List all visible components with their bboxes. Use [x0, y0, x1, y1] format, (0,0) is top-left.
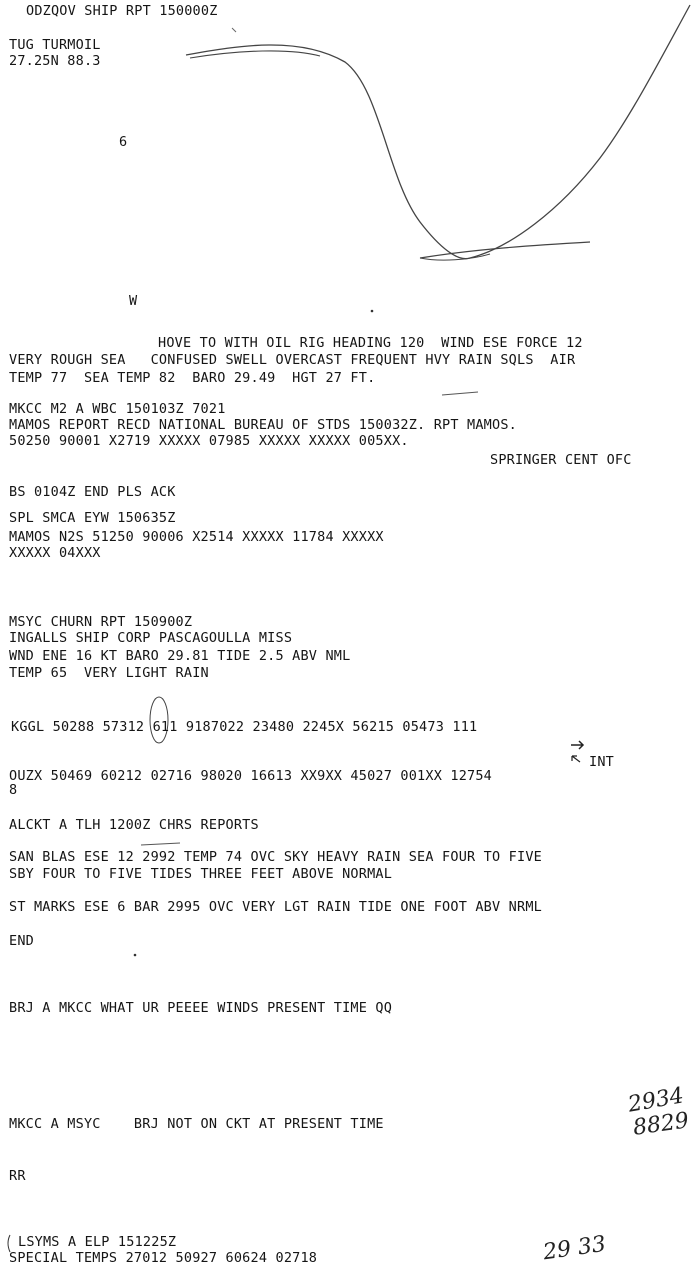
ink-dot-2	[134, 954, 137, 957]
text-line: W	[129, 293, 138, 309]
text-line: BS 0104Z END PLS ACK	[9, 484, 176, 500]
text-line: 50250 90001 X2719 XXXXX 07985 XXXXX XXXXX 005XX.	[9, 433, 409, 449]
text-line: WND ENE 16 KT BARO 29.81 TIDE 2.5 ABV NML	[9, 648, 351, 664]
text-line: LSYMS A ELP 151225Z	[18, 1234, 177, 1250]
text-line: SBY FOUR TO FIVE TIDES THREE FEET ABOVE NORMAL	[9, 866, 393, 882]
text-line: MKCC M2 A WBC 150103Z 7021	[9, 401, 226, 417]
text-line: BRJ A MKCC WHAT UR PEEEE WINDS PRESENT TIME QQ	[9, 1000, 393, 1016]
text-line: SAN BLAS ESE 12 2992 TEMP 74 OVC SKY HEAVY RAIN SEA FOUR TO FIVE	[9, 849, 542, 865]
vessel-position: 27.25N 88.3	[9, 53, 101, 69]
hand-drawn-curve	[186, 5, 690, 259]
header-line: ODZQOV SHIP RPT 150000Z	[26, 3, 218, 19]
overline-mark-2	[141, 843, 180, 845]
text-line: ALCKT A TLH 1200Z CHRS REPORTS	[9, 817, 259, 833]
text-line: 8	[9, 782, 18, 798]
text-line: MKCC A MSYC BRJ NOT ON CKT AT PRESENT TIME	[9, 1116, 384, 1132]
text-line: KGGL 50288 57312 611 9187022 23480 2245X 56215 05473 111	[11, 719, 478, 735]
handwritten-note: 29 33	[541, 1231, 608, 1266]
text-line: XXXXX 04XXX	[9, 545, 101, 561]
text-line: SPECIAL TEMPS 27012 50927 60624 02718	[9, 1250, 318, 1266]
text-line: INT	[589, 754, 614, 770]
ink-dot	[371, 310, 374, 313]
text-line: OUZX 50469 60212 02716 98020 16613 XX9XX 45027 001XX 12754	[9, 768, 493, 784]
text-line: ST MARKS ESE 6 BAR 2995 OVC VERY LGT RAIN TIDE ONE FOOT ABV NRML	[9, 899, 542, 915]
text-line: HOVE TO WITH OIL RIG HEADING 120 WIND ESE FORCE 12	[158, 335, 583, 351]
text-line: SPL SMCA EYW 150635Z	[9, 510, 176, 526]
text-line: MAMOS N2S 51250 90006 X2514 XXXXX 11784 XXXXX	[9, 529, 384, 545]
signature-line: SPRINGER CENT OFC	[490, 452, 632, 468]
text-line: MAMOS REPORT RECD NATIONAL BUREAU OF STDS 150032Z. RPT MAMOS.	[9, 417, 517, 433]
vessel-name: TUG TURMOIL	[9, 37, 101, 53]
overline-mark	[442, 392, 478, 395]
check-mark	[232, 28, 236, 32]
text-line: END	[9, 933, 34, 949]
handwritten-note: 2934	[626, 1083, 686, 1118]
text-line: TEMP 77 SEA TEMP 82 BARO 29.49 HGT 27 FT.	[9, 370, 376, 386]
arrow-mark-2	[572, 756, 580, 762]
arrow-mark	[571, 741, 583, 749]
text-line: 6	[119, 134, 128, 150]
hand-drawn-curve-2	[190, 51, 320, 58]
text-line: VERY ROUGH SEA CONFUSED SWELL OVERCAST FREQUENT HVY RAIN SQLS AIR	[9, 352, 576, 368]
text-line: TEMP 65 VERY LIGHT RAIN	[9, 665, 209, 681]
text-line: RR	[9, 1168, 26, 1184]
handwritten-note: 8829	[631, 1108, 691, 1141]
text-line: MSYC CHURN RPT 150900Z	[9, 614, 193, 630]
text-line: INGALLS SHIP CORP PASCAGOULLA MISS	[9, 630, 293, 646]
